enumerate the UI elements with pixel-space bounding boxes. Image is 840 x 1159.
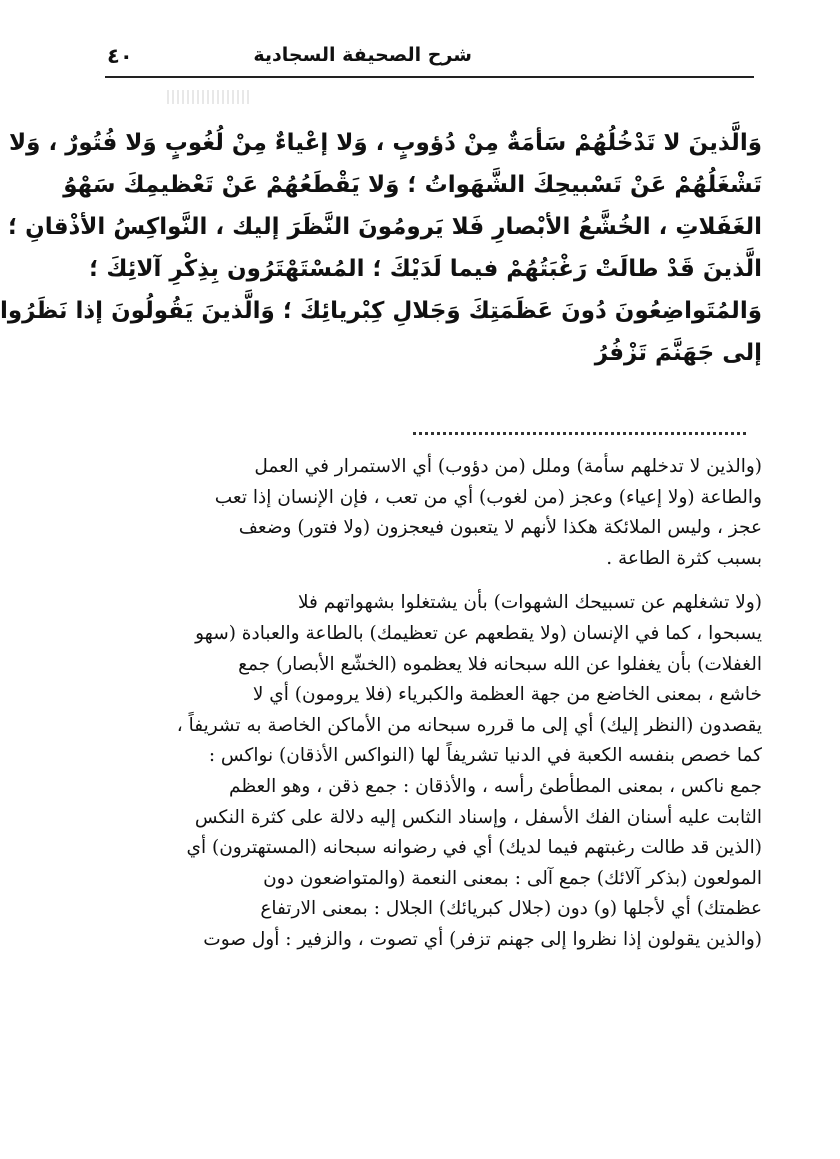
commentary-line: يقصدون (النظر إليك) أي إلى ما قرره سبحانه من الأماكن الخاصة به تشريفاً ،	[176, 714, 762, 736]
commentary-line: (ولا تشغلهم عن تسبيحك الشهوات) بأن يشتغلوا بشهواتهم فلا	[298, 592, 762, 614]
supplication-line: الَّذينَ قَدْ طالَتْ رَغْبَتُهُمْ فيما لَدَيْكَ ؛ المُسْتَهْتَرُون بِذِكْرِ آلائِكَ ؛	[89, 256, 762, 282]
commentary-line: (الذين قد طالت رغبتهم فيما لديك) أي في رضوانه سبحانه (المستهترون) أي	[186, 837, 762, 859]
commentary-line: كما خصص بنفسه الكعبة في الدنيا تشريفاً لها (النواكس الأذقان) نواكس :	[208, 745, 762, 767]
commentary-line: الثابت عليه أسنان الفك الأسفل ، وإسناد النكس إليه دلالة على كثرة النكس	[194, 806, 762, 828]
commentary-line: جمع ناكس ، بمعنى المطأطئ رأسه ، والأذقان : جمع ذقن ، وهو العظم	[229, 775, 762, 797]
commentary-line: يسبحوا ، كما في الإنسان (ولا يقطعهم عن تعظيمك) بالطاعة والعبادة (سهو	[195, 622, 762, 644]
commentary-line: عظمتك) أي لأجلها (و) دون (جلال كبريائك) الجلال : بمعنى الارتفاع	[260, 898, 762, 920]
supplication-line: إلى جَهَنَّمَ تَزْفُرُ	[594, 340, 762, 366]
commentary-line: (والذين يقولون إذا نظروا إلى جهنم تزفر) أي تصوت ، والزفير : أول صوت	[203, 928, 762, 950]
scan-smudge	[167, 90, 249, 104]
commentary-paragraph	[114, 452, 762, 574]
commentary-text	[114, 452, 762, 956]
commentary-line: الغفلات) بأن يغفلوا عن الله سبحانه فلا يعظموه (الخشّع الأبصار) جمع	[238, 653, 762, 675]
commentary-line: عجز ، وليس الملائكة هكذا لأنهم لا يتعبون فيعجزون (ولا فتور) وضعف	[238, 517, 762, 539]
dotted-separator	[413, 432, 746, 435]
supplication-line: تَشْغَلُهُمْ عَنْ تَسْبيحِكَ الشَّهَواتُ ؛ وَلا يَقْطَعُهُمْ عَنْ تَعْظيمِكَ سَهْوُ	[63, 172, 762, 198]
page-number: ٤٠	[107, 44, 133, 68]
header-title: شرح الصحيفة السجادية	[253, 44, 472, 66]
supplication-line: وَالَّذينَ لا تَدْخُلُهُمْ سَأمَةٌ مِنْ دُؤوبٍ ، وَلا إعْياءٌ مِنْ لُغُوبٍ وَلا فُتُورٌ ، وَلا	[9, 130, 762, 156]
commentary-line: (والذين لا تدخلهم سأمة) وملل (من دؤوب) أي الاستمرار في العمل	[254, 456, 762, 477]
commentary-line: خاشع ، بمعنى الخاضع من جهة العظمة والكبرياء (فلا يرومون) أي لا	[252, 684, 762, 706]
commentary-line: المولعون (بذكر آلائك) جمع آلى : بمعنى النعمة (والمتواضعون دون	[263, 867, 762, 889]
running-header	[105, 40, 754, 78]
commentary-line: بسبب كثرة الطاعة .	[606, 547, 762, 569]
supplication-text	[0, 122, 762, 374]
commentary-line: والطاعة (ولا إعياء) وعجز (من لغوب) أي من تعب ، فإن الإنسان إذا تعب	[214, 486, 762, 508]
supplication-line: الغَفَلاتِ ، الخُشَّعُ الأبْصارِ فَلا يَرومُونَ النَّظَرَ إليك ، النَّواكِسُ الأذْقانِ ؛	[7, 214, 762, 240]
supplication-line: وَالمُتَواضِعُونَ دُونَ عَظَمَتِكَ وَجَلالِ كِبْريائِكَ ؛ وَالَّذينَ يَقُولُونَ إذا نَظَرُوا	[0, 298, 762, 324]
commentary-paragraph	[114, 588, 762, 955]
